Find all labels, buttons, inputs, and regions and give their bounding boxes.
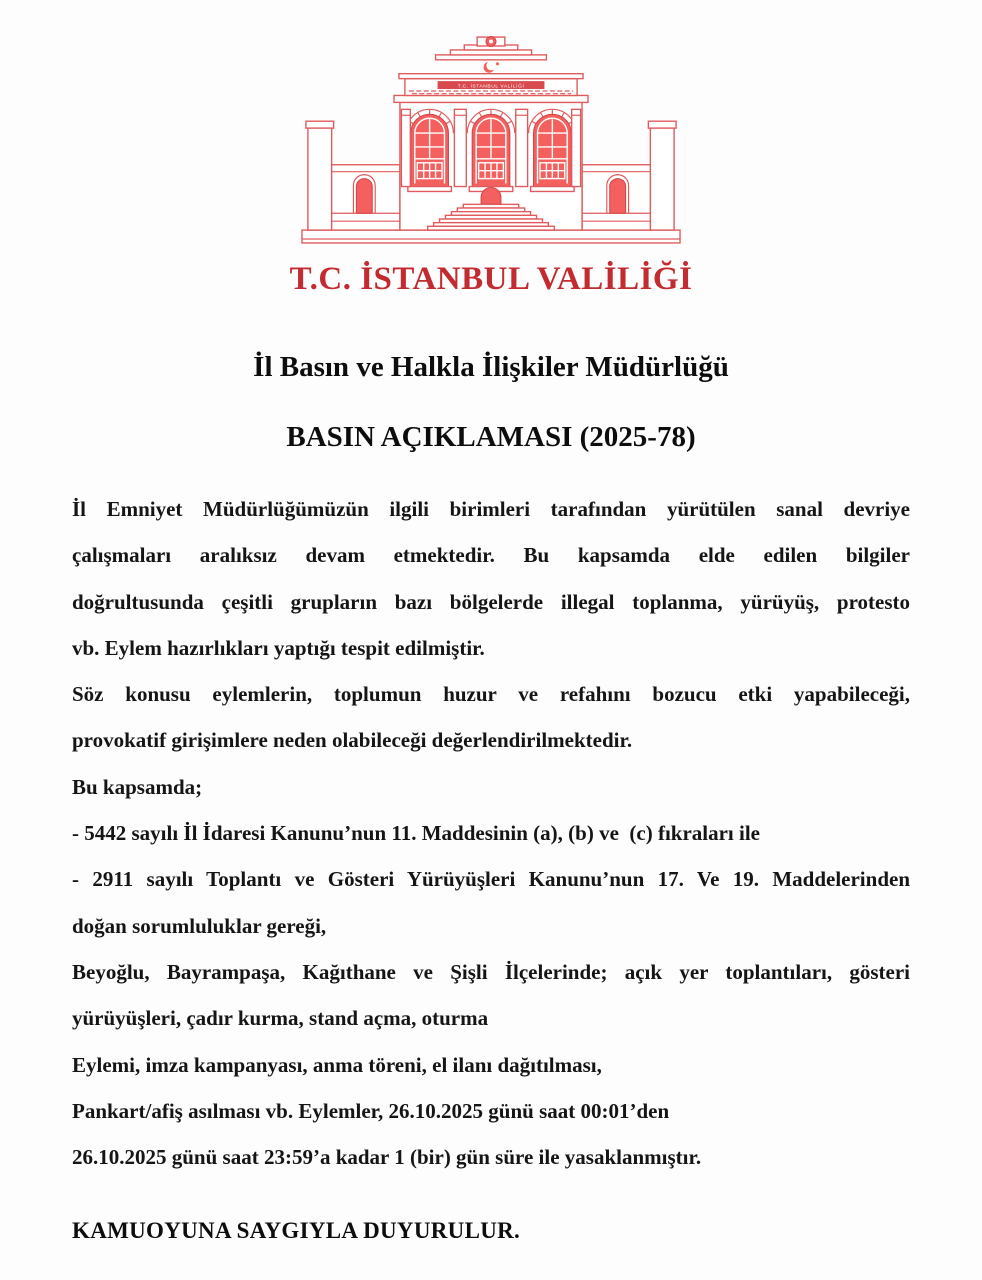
body-line: Pankart/afiş asılması vb. Eylemler, 26.10.2025 günü saat 00:01’den <box>72 1098 670 1123</box>
closing-statement: KAMUOYUNA SAYGIYLA DUYURULUR. <box>72 1218 521 1244</box>
body-line: - 5442 sayılı İl İdaresi Kanunu’nun 11. Maddesinin (a), (b) ve (c) fıkraları ile <box>72 821 761 846</box>
logo-windows <box>406 109 576 191</box>
body-line: 26.10.2025 günü saat 23:59’a kadar 1 (bir) gün süre ile yasaklanmıştır. <box>72 1145 702 1170</box>
press-release-title: BASIN AÇIKLAMASI (2025-78) <box>286 421 696 453</box>
body-line: Eylemi, imza kampanyası, anma töreni, el ilanı dağıtılması, <box>72 1052 602 1077</box>
body-line: Beyoğlu, Bayrampaşa, Kağıthane ve Şişli İlçelerinde; açık yer toplantıları, gösteri <box>72 959 910 984</box>
body-line: - 2911 sayılı Toplantı ve Gösteri Yürüyüşleri Kanunu’nun 17. Ve 19. Maddelerinden <box>72 867 910 892</box>
logo-wordmark: T.C. İSTANBUL VALİLİĞİ <box>289 261 693 297</box>
logo-base <box>302 230 680 243</box>
body-line: provokatif girişimlere neden olabileceği değerlendirilmektedir. <box>72 728 633 753</box>
body-line: İl Emniyet Müdürlüğümüzün ilgili birimleri tarafından yürütülen sanal devriye <box>72 497 910 521</box>
body-line: doğan sorumluluklar gereği, <box>72 913 327 938</box>
crescent-star-icon <box>484 61 499 73</box>
body-line: Söz konusu eylemlerin, toplumun huzur ve refahını bozucu etki yapabileceği, <box>72 682 910 707</box>
logo-left-wing <box>306 121 400 230</box>
press-release-body <box>72 486 910 1180</box>
logo-banner-text: T.C. İSTANBUL VALİLİĞİ <box>457 84 525 90</box>
body-line: doğrultusunda çeşitli grupların bazı bölgelerde illegal toplanma, yürüyüş, protesto <box>72 589 910 614</box>
body-line: yürüyüşleri, çadır kurma, stand açma, oturma <box>72 1006 489 1031</box>
body-line: vb. Eylem hazırlıkları yaptığı tespit edilmiştir. <box>72 635 485 660</box>
body-line: çalışmaları aralıksız devam etmektedir. Bu kapsamda elde edilen bilgiler <box>72 543 910 568</box>
logo-right-wing <box>582 121 676 230</box>
logo-container <box>72 36 910 251</box>
department-heading: İl Basın ve Halkla İlişkiler Müdürlüğü <box>253 351 729 383</box>
body-line: Bu kapsamda; <box>72 774 203 799</box>
logo-pediment <box>436 37 547 73</box>
istanbul-governorship-building-icon <box>298 36 684 246</box>
